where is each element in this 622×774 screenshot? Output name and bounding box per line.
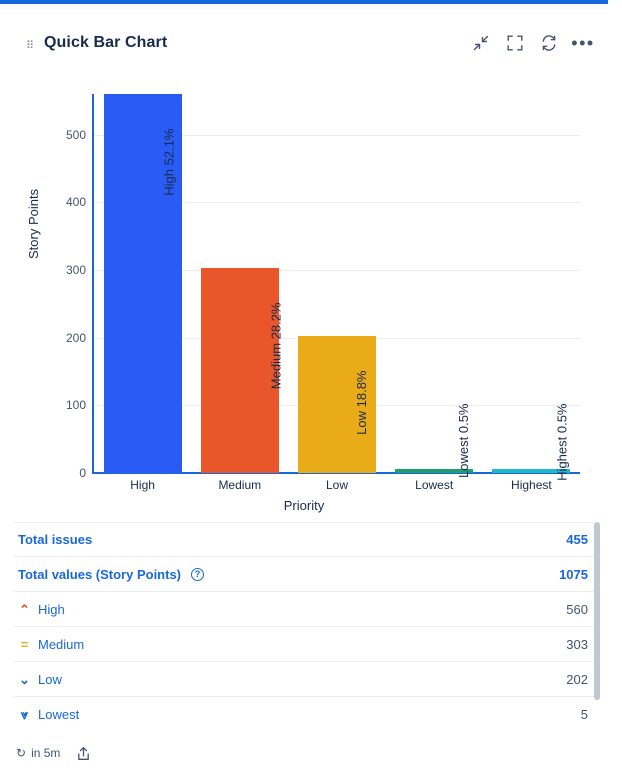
card-header: [0, 26, 608, 66]
table-row-label: [18, 532, 566, 547]
bar-medium[interactable]: [201, 268, 279, 473]
priority-high-icon: ⌃: [19, 601, 30, 617]
table-scrollbar[interactable]: [594, 522, 600, 728]
share-icon[interactable]: [76, 746, 91, 761]
y-axis-ticks: [38, 94, 86, 480]
bar-label-lowest: Lowest 0.5%: [456, 403, 472, 478]
auto-refresh-status[interactable]: [16, 746, 60, 760]
table-row-label: [18, 567, 559, 582]
bar-label-medium: Medium 28.2%: [268, 302, 284, 390]
table-row-text: Total values (Story Points): [18, 566, 182, 582]
table-row[interactable]: [14, 697, 594, 730]
table-row[interactable]: [14, 557, 594, 592]
refresh-label: in 5m: [31, 746, 61, 760]
table-row-value: 202: [566, 671, 588, 687]
bar-slot: [395, 94, 473, 478]
x-axis-tick-label: Low: [325, 478, 348, 492]
table-row-label: [18, 602, 566, 617]
bar-slot: [104, 94, 182, 473]
table-row-text: Total issues: [18, 532, 93, 547]
header-actions: [472, 33, 595, 53]
refresh-icon-small: ↻: [16, 746, 27, 760]
table-scrollbar-thumb[interactable]: [594, 522, 600, 700]
y-axis-tick-label: 400: [65, 195, 86, 210]
more-actions-icon[interactable]: [571, 33, 595, 53]
table-row-value: 455: [566, 532, 588, 547]
table-row[interactable]: [14, 627, 594, 662]
table-row-value: 560: [566, 601, 588, 617]
table-row-label: [18, 637, 566, 652]
table-row[interactable]: [14, 522, 594, 557]
bar-slot: [201, 94, 284, 473]
y-axis-title: Story Points: [26, 188, 41, 259]
y-axis-tick-label: 0: [79, 466, 86, 480]
y-axis-tick-label: 100: [65, 398, 86, 413]
bar-series: [94, 94, 580, 481]
table-row-value: 5: [580, 706, 588, 722]
bar-label-low: Low 18.8%: [354, 370, 370, 436]
bar-slot: [298, 94, 376, 473]
table-row-text[interactable]: Low: [38, 671, 62, 687]
refresh-icon[interactable]: [540, 34, 558, 52]
right-gutter: [608, 0, 622, 774]
collapse-icon[interactable]: [472, 34, 490, 52]
page-title: Quick Bar Chart: [44, 34, 168, 51]
y-axis-tick-label: 300: [65, 262, 86, 277]
bar-chart: [0, 74, 608, 524]
table-row-label: [18, 672, 566, 687]
table-row-value: 303: [566, 636, 588, 652]
table-row-text[interactable]: Lowest: [38, 706, 80, 722]
table-row-text[interactable]: High: [38, 601, 65, 617]
priority-medium-icon: =: [20, 636, 29, 652]
bar-slot: [492, 94, 571, 481]
card-footer: [0, 732, 608, 774]
more-actions-glyph: •••: [571, 33, 595, 53]
summary-table: [14, 522, 594, 730]
drag-handle-icon[interactable]: ⠿: [26, 40, 36, 52]
bar-label-highest: Highest 0.5%: [555, 403, 571, 481]
table-row-value: 1075: [559, 566, 588, 582]
help-icon[interactable]: ?: [191, 568, 204, 581]
chart-card: [0, 4, 608, 774]
x-axis-tick-label: Lowest: [415, 478, 454, 492]
x-axis-tick-label: Medium: [218, 478, 262, 492]
fullscreen-icon[interactable]: [506, 34, 524, 52]
x-axis-tick-label: High: [130, 478, 155, 492]
table-row[interactable]: [14, 592, 594, 627]
priority-low-icon: ⌄: [19, 671, 30, 687]
y-axis-tick-label: 500: [65, 127, 86, 142]
priority-lowest-icon: ⩔: [20, 706, 29, 722]
table-row-label: [18, 707, 581, 722]
bar-label-high: High 52.1%: [161, 128, 177, 196]
x-axis-tick-label: Highest: [511, 478, 552, 492]
y-axis-tick-label: 200: [65, 330, 86, 345]
x-axis-title: Priority: [283, 498, 325, 513]
table-row[interactable]: [14, 662, 594, 697]
table-row-text[interactable]: Medium: [38, 636, 85, 652]
